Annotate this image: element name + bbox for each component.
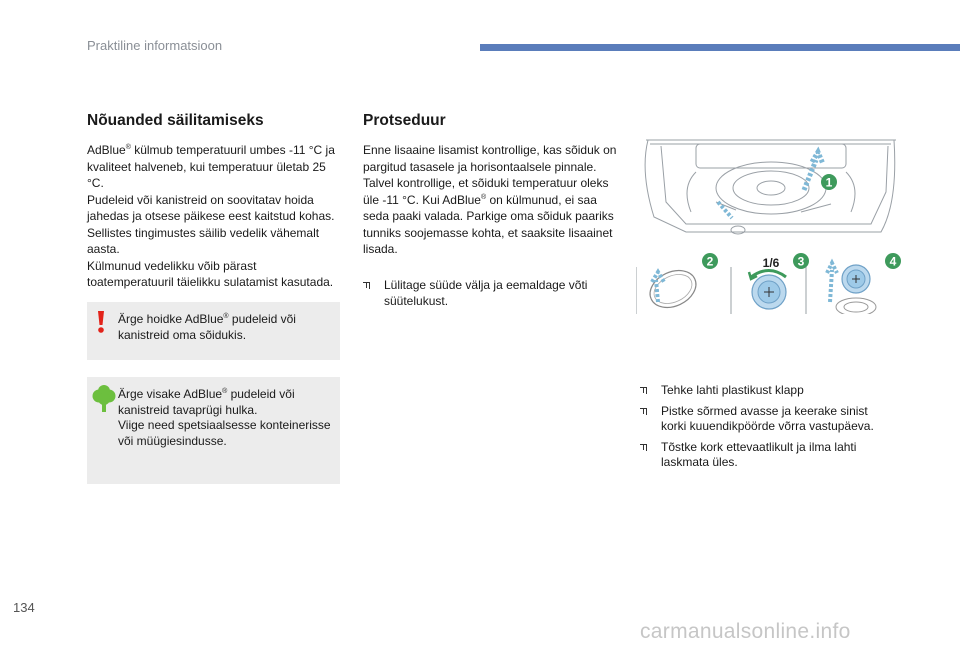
checklist-item: Pistke sõrmed avasse ja keerake sinist korki kuuendikpöörde võrra vastupäeva. (640, 404, 880, 435)
eco-line: kanistreid tavaprügi hulka. (118, 402, 258, 417)
checklist-item: Tõstke kork ettevaatlikult ja ilma lahti laskmata üles. (640, 440, 880, 471)
procedure-text (363, 142, 628, 258)
page-number: 134 (13, 600, 35, 615)
procedure-line: lisada. (363, 242, 398, 256)
warning-note (87, 302, 340, 360)
watermark: carmanualsonline.info (640, 620, 851, 643)
checkbox-icon (640, 387, 647, 394)
procedure-line: pargitud tasasele ja horisontaalsele pinnale. (363, 159, 597, 174)
storage-line: toatemperatuuril täielikku sulatamist kasutada. (87, 275, 334, 289)
tree-icon (91, 385, 117, 413)
trunk-illustration (636, 132, 916, 314)
procedure-line: Talvel kontrollige, et sõiduki temperatuur oleks (363, 176, 609, 190)
step-1-label: 1 (825, 175, 833, 190)
step-3-label: 3 (797, 254, 805, 269)
checkbox-icon (640, 444, 647, 451)
step-2-label: 2 (706, 254, 714, 269)
storage-line-1: AdBlue® külmub temperatuuril umbes -11 °C ja (87, 143, 335, 157)
warning-note-text (118, 312, 334, 343)
storage-line: Sellistes tingimustes säilib vedelik vähemalt (87, 225, 320, 240)
procedure-line: seda paaki valada. Parkige oma sõiduk paariks (363, 209, 614, 223)
procedure-section (363, 112, 628, 258)
storage-line: Pudeleid või kanistreid on soovitatav hoida (87, 192, 314, 207)
eco-line-1: Ärge visake AdBlue® pudeleid või (118, 387, 295, 401)
storage-text (87, 142, 342, 291)
step-4-label: 4 (889, 254, 897, 269)
checklist-item: Tehke lahti plastikust klapp (640, 383, 880, 399)
checklist-item: Lülitage süüde välja ja eemaldage võti süütelukust. (363, 278, 613, 309)
step-list-1 (363, 278, 613, 314)
warning-line-2: kanistreid oma sõidukis. (118, 327, 247, 342)
checkbox-icon (640, 408, 647, 415)
eco-note-text (118, 387, 334, 449)
checkbox-icon (363, 282, 370, 289)
storage-line: jahedas ja otsese päikese eest kaitstud kohas. (87, 209, 335, 223)
warning-line-1: Ärge hoidke AdBlue® pudeleid või (118, 312, 296, 326)
step-list-right (640, 383, 880, 476)
procedure-line: Enne lisaaine lisamist kontrollige, kas sõiduk on (363, 143, 617, 157)
eco-note (87, 377, 340, 484)
procedure-line: tunniks soojemasse kohta, et saaksite lisaainet (363, 225, 613, 240)
storage-line: Külmunud vedelikku võib pärast (87, 258, 257, 273)
storage-heading: Nõuanded säilitamiseks (87, 112, 264, 129)
section-title: Praktiline informatsioon (87, 38, 223, 53)
warning-exclamation-icon (91, 310, 111, 334)
storage-line: kvaliteet halveneb, kui temperatuur ületab 25 °C. (87, 159, 326, 190)
procedure-line-4: üle -11 °C. Kui AdBlue® on külmunud, ei saa (363, 192, 597, 207)
eco-line: Viige need spetsiaalsesse konteinerisse (118, 418, 331, 432)
storage-section (87, 112, 342, 291)
procedure-heading: Protseduur (363, 112, 446, 129)
header-accent-bar (480, 44, 960, 51)
storage-line: aasta. (87, 242, 120, 256)
eco-line: või müügiesindusse. (118, 433, 227, 448)
rotation-fraction-label: 1/6 (762, 256, 780, 270)
